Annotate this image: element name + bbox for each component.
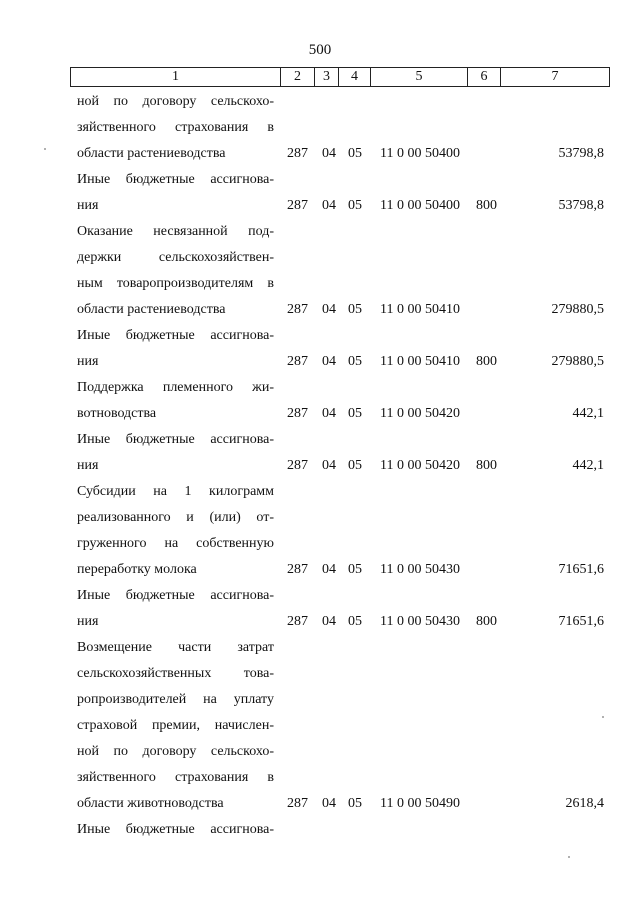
row-cell-c5: 11 0 00 50430 [380,614,460,629]
row-cell-c7: 71651,6 [558,562,604,577]
row-cell-c2: 287 [287,562,308,577]
table-row [0,560,640,580]
row-cell-c3: 04 [322,796,336,811]
table-row [0,664,640,684]
row-description: груженного на собственную [77,536,274,551]
table-row [0,456,640,476]
row-cell-c7: 53798,8 [558,198,604,213]
row-cell-c3: 04 [322,146,336,161]
row-cell-c5: 11 0 00 50400 [380,146,460,161]
row-cell-c4: 05 [348,406,362,421]
row-cell-c4: 05 [348,146,362,161]
table-row [0,638,640,658]
row-description: Иные бюджетные ассигнова- [77,328,274,343]
row-cell-c3: 04 [322,354,336,369]
row-cell-c2: 287 [287,198,308,213]
table-row [0,820,640,840]
row-cell-c5: 11 0 00 50430 [380,562,460,577]
row-cell-c5: 11 0 00 50410 [380,302,460,317]
table-row [0,196,640,216]
header-col-6: 6 [468,67,501,87]
row-cell-c7: 2618,4 [565,796,604,811]
row-cell-c4: 05 [348,198,362,213]
row-description: Субсидии на 1 килограмм [77,484,274,499]
row-cell-c3: 04 [322,406,336,421]
row-cell-c3: 04 [322,302,336,317]
row-cell-c5: 11 0 00 50420 [380,406,460,421]
row-description: Поддержка племенного жи- [77,380,274,395]
table-row [0,118,640,138]
row-cell-c7: 279880,5 [551,302,604,317]
row-cell-c6: 800 [476,198,497,213]
row-cell-c4: 05 [348,796,362,811]
row-description: ным товаропроизводителям в [77,276,274,291]
row-cell-c5: 11 0 00 50490 [380,796,460,811]
scan-speck [44,148,46,150]
row-cell-c3: 04 [322,562,336,577]
table-row [0,794,640,814]
row-cell-c6: 800 [476,354,497,369]
table-row [0,92,640,112]
header-col-7: 7 [501,67,610,87]
table-row [0,430,640,450]
row-cell-c2: 287 [287,458,308,473]
page-number: 500 [308,42,332,58]
row-description: зяйственного страхования в [77,120,274,135]
row-cell-c2: 287 [287,302,308,317]
row-description: Иные бюджетные ассигнова- [77,172,274,187]
row-description: области растениеводства [77,302,226,317]
row-description: области растениеводства [77,146,226,161]
row-cell-c7: 279880,5 [551,354,604,369]
row-cell-c3: 04 [322,198,336,213]
row-cell-c5: 11 0 00 50400 [380,198,460,213]
table-row [0,612,640,632]
row-cell-c2: 287 [287,614,308,629]
row-description: вотноводства [77,406,157,421]
table-row [0,378,640,398]
row-description: ния [77,354,99,369]
table-row [0,768,640,788]
row-cell-c4: 05 [348,614,362,629]
header-col-1: 1 [70,67,281,87]
table-row [0,404,640,424]
row-description: сельскохозяйственных това- [77,666,274,681]
row-cell-c4: 05 [348,302,362,317]
row-description: переработку молока [77,562,197,577]
table-row [0,274,640,294]
row-description: страховой премии, начислен- [77,718,274,733]
row-cell-c4: 05 [348,562,362,577]
row-description: Возмещение части затрат [77,640,274,655]
row-description: реализованного и (или) от- [77,510,274,525]
header-col-5: 5 [371,67,468,87]
row-description: Иные бюджетные ассигнова- [77,588,274,603]
row-cell-c3: 04 [322,614,336,629]
row-cell-c6: 800 [476,458,497,473]
table-row [0,690,640,710]
row-cell-c6: 800 [476,614,497,629]
table-row [0,482,640,502]
row-description: ния [77,458,99,473]
table-row [0,248,640,268]
table-row [0,170,640,190]
row-cell-c5: 11 0 00 50410 [380,354,460,369]
row-description: ной по договору сельскохо- [77,744,274,759]
row-cell-c3: 04 [322,458,336,473]
header-col-3: 3 [315,67,339,87]
row-description: ропроизводителей на уплату [77,692,274,707]
table-row [0,742,640,762]
row-description: Иные бюджетные ассигнова- [77,432,274,447]
table-row [0,586,640,606]
row-cell-c7: 442,1 [572,406,604,421]
header-col-2: 2 [281,67,315,87]
row-cell-c7: 53798,8 [558,146,604,161]
header-col-4: 4 [339,67,371,87]
table-row [0,144,640,164]
row-description: области животноводства [77,796,224,811]
row-cell-c2: 287 [287,796,308,811]
row-cell-c2: 287 [287,406,308,421]
row-cell-c5: 11 0 00 50420 [380,458,460,473]
row-cell-c4: 05 [348,354,362,369]
table-row [0,534,640,554]
row-description: Оказание несвязанной под- [77,224,274,239]
row-description: зяйственного страхования в [77,770,274,785]
table-row [0,508,640,528]
row-cell-c4: 05 [348,458,362,473]
row-description: ния [77,198,99,213]
table-row [0,300,640,320]
table-row [0,326,640,346]
row-description: ния [77,614,99,629]
row-cell-c2: 287 [287,146,308,161]
row-cell-c7: 442,1 [572,458,604,473]
scan-speck [602,716,604,718]
row-cell-c2: 287 [287,354,308,369]
row-cell-c7: 71651,6 [558,614,604,629]
scan-speck [568,856,570,858]
row-description: держки сельскохозяйствен- [77,250,274,265]
table-row [0,222,640,242]
row-description: ной по договору сельскохо- [77,94,274,109]
row-description: Иные бюджетные ассигнова- [77,822,274,837]
table-row [0,352,640,372]
table-row [0,716,640,736]
